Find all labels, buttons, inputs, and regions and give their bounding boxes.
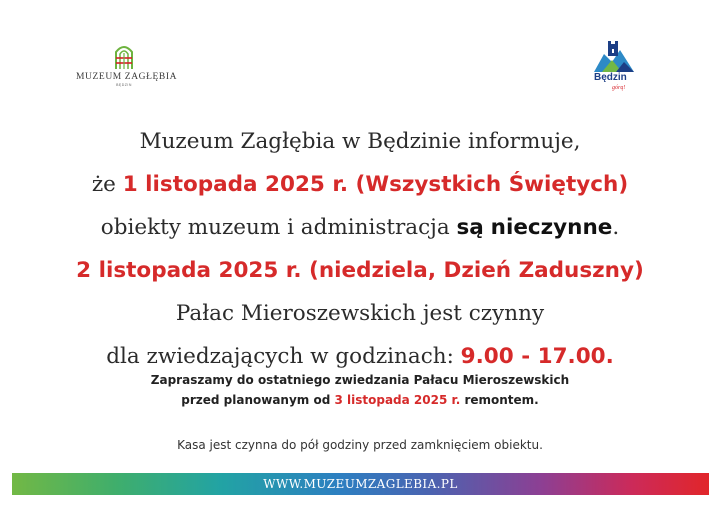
closed-word-2: nieczynne xyxy=(490,215,613,240)
notice-line-2-prefix: że xyxy=(91,172,123,197)
castle-hill-icon xyxy=(592,40,636,72)
museum-logo-name: MUZEUM ZAGŁĘBIA xyxy=(76,72,178,82)
renovation-date: 3 listopada 2025 r. xyxy=(334,393,461,407)
invite-line-1: Zapraszamy do ostatniego zwiedzania Pałacu Mieroszewskich xyxy=(150,373,570,387)
website-link[interactable]: WWW.MUZEUMZAGLEBIA.PL xyxy=(263,477,458,491)
notice-line-3 xyxy=(0,206,720,249)
notice-line-5: Pałac Mieroszewskich jest czynny xyxy=(175,301,545,326)
museum-emblem-icon xyxy=(113,42,135,70)
notice-line-1: Muzeum Zagłębia w Będzinie informuje, xyxy=(139,129,581,154)
notice-line-3-text: obiekty muzeum i administracja xyxy=(100,215,457,240)
invite-block xyxy=(0,370,720,410)
invite-line-2-prefix: przed planowanym od xyxy=(181,393,335,407)
footer-url-bar[interactable] xyxy=(12,473,709,495)
notice-line-2 xyxy=(0,163,720,206)
opening-hours: 9.00 - 17.00. xyxy=(460,344,614,369)
museum-logo xyxy=(76,42,178,87)
notice-line-4: 2 listopada 2025 r. (niedziela, Dzień Zaduszny) xyxy=(76,258,644,283)
notice-line-6-text: dla zwiedzających w godzinach: xyxy=(106,344,461,369)
bedzin-city-logo xyxy=(588,40,638,98)
notice-block xyxy=(0,120,720,378)
invite-line-2 xyxy=(0,390,720,410)
closed-word-1: są xyxy=(456,215,484,240)
invite-line-2-suffix: remontem. xyxy=(460,393,539,407)
city-logo-slogan: górą! xyxy=(612,85,626,91)
notice-line-3-end: . xyxy=(612,215,620,240)
museum-logo-sub: BĘDZIN xyxy=(116,83,132,87)
closure-date-highlight: 1 listopada 2025 r. (Wszystkich Świętych) xyxy=(122,172,629,197)
cash-desk-note: Kasa jest czynna do pół godziny przed zamknięciem obiektu. xyxy=(177,438,543,452)
city-logo-name: Będzin xyxy=(594,72,627,83)
